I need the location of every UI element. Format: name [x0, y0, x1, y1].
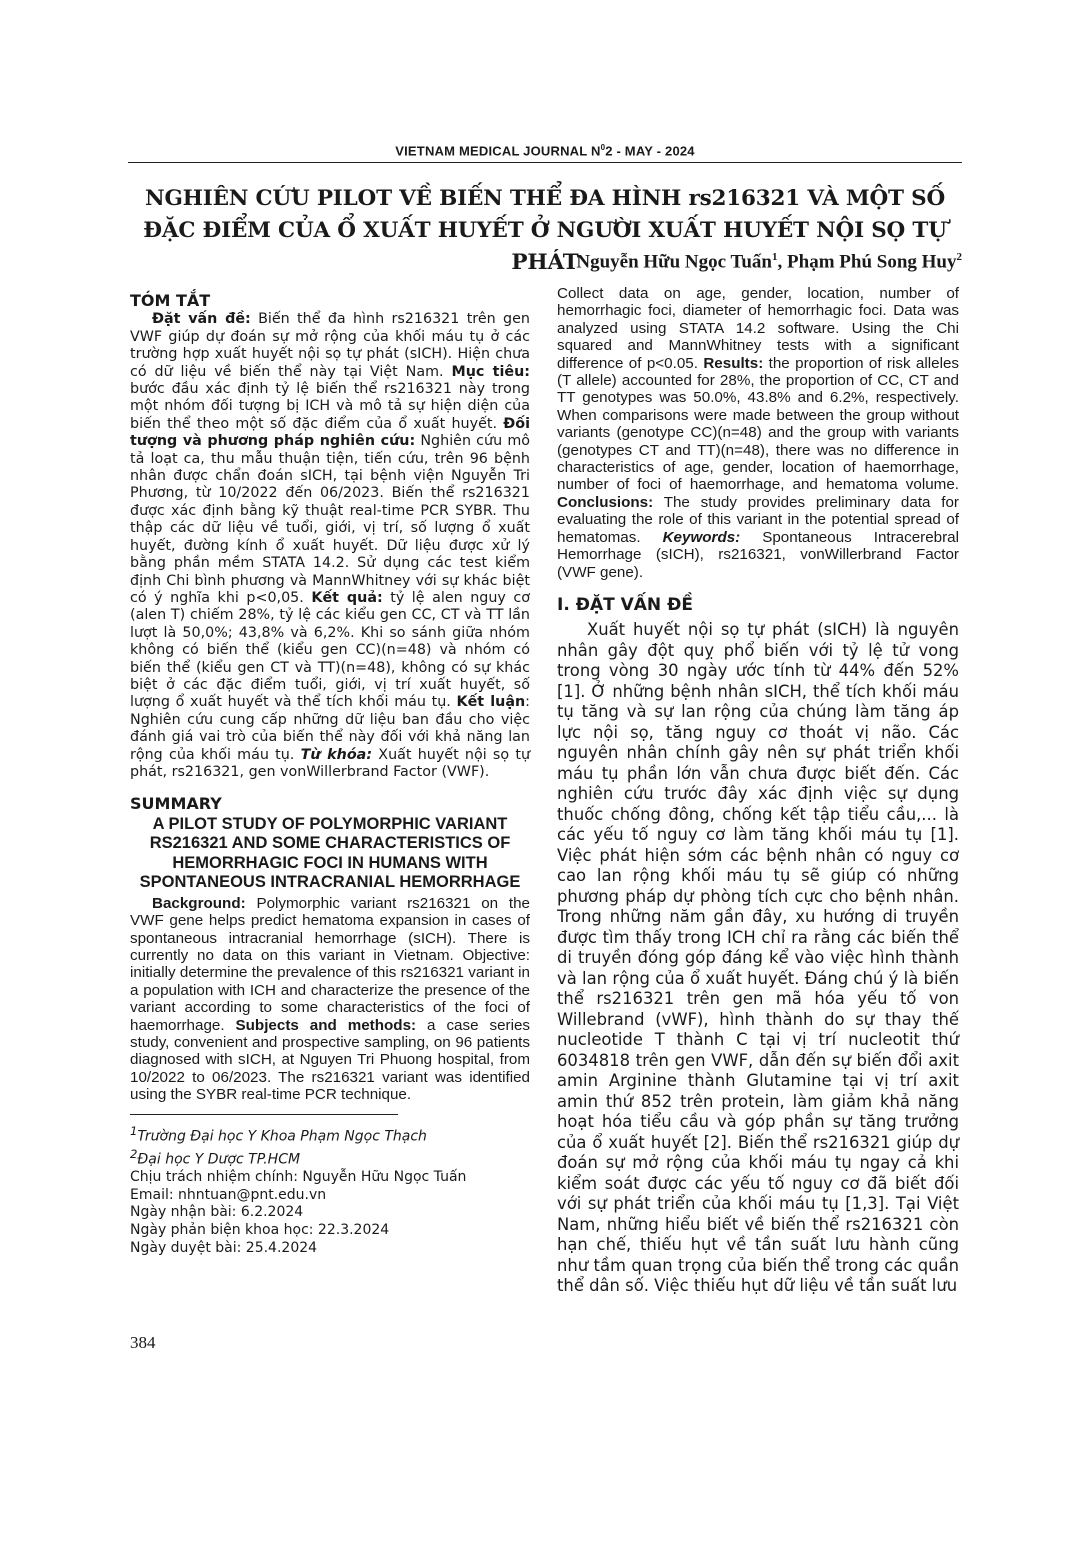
- footnote-rule: [130, 1114, 398, 1115]
- intro-text: Xuất huyết nội sọ tự phát (sICH) là nguyên nhân gây đột quỵ phổ biến với tỷ lệ tử vong trong vòng 30 ngày ước tính từ 44% đến 52% [1]. Ở những bệnh nhân sICH, thể tích khối máu tụ tăng và sự lan rộng của chúng làm tăng áp lực nội sọ, tăng nguy cơ thoát vị não. Các nguyên nhân chính gây nên sự phát triển khối máu tụ phần lớn vẫn chưa được biết đến. Các nghiên cứu trước đây xác định việc sự dụng thuốc chống đông, chống kết tập tiểu cầu,... là các yếu tố nguy cơ làm tăng khối máu tụ [1]. Việc phát hiện sớm các bệnh nhân có nguy cơ cao lan rộng khối máu tụ sẽ giúp có những phương pháp dự phòng tích cực cho bệnh nhân. Trong những năm gần đây, xu hướng di truyền được tìm thấy trong ICH chỉ ra rằng các biến thể di truyền đóng góp đáng kể vào việc hình thành và lan rộng của ổ xuất huyết. Đáng chú ý là biến thể rs216321 trên gen mã hóa yếu tố von Willebrand (vWF), hình thành do sự thay thế nucleotide T thành C tại vị trí nucleotit thứ 6034818 trên gen VWF, dẫn đến sự biến đổi axit amin Arginine thành Glutamine tại vị trí axit amin thứ 852 trên protein, làm giảm khả năng hoạt hóa tiểu cầu và góp phần sự tăng trưởng của ổ xuất huyết [2]. Biến thể rs216321 giúp dự đoán sự mở rộng của khối máu tụ ngay cả khi kiểm soát được các yếu tố nguy cơ đã biết đối với sự phát triển của khối máu tụ [1,3]. Tại Việt Nam, những hiểu biết về biến thể rs216321 còn hạn chế, thiếu hụt về tần suất lưu hành cũng như tầm quan trọng của biến thể trong các quần thể dân số. Việc thiếu hụt dữ liệu về tần suất lưu: [557, 620, 959, 1296]
- abstract-vi-text: Đặt vấn đề: Biến thể đa hình rs216321 trên gen VWF giúp dự đoán sự mở rộng của khối máu tụ ở các trường hợp xuất huyết nội sọ tự phát (sICH). Hiện chưa có dữ liệu về biến thể này tại Việt Nam. Mục tiêu: bước đầu xác định tỷ lệ biến thể rs216321 này trong một nhóm đối tượng bị ICH và mô tả sự hiện diện của biến thể theo một số đặc điểm của ổ xuất huyết. Đối tượng và phương pháp nghiên cứu: Nghiên cứu mô tả loạt ca, thu mẫu thuận tiện, tiến cứu, trên 96 bệnh nhân được chẩn đoán sICH, tại bệnh viện Nguyễn Tri Phương, từ 10/2022 đến 06/2023. Biến thể rs216321 được xác định bằng kỹ thuật real-time PCR SYBR. Thu thập các dữ liệu về tuổi, giới, vị trí, số lượng ổ xuất huyết, đường kính ổ xuất huyết. Dữ liệu được xử lý bằng phần mềm STATA 14.2. Sử dụng các test kiểm định Chi bình phương và MannWhitney với sự khác biệt có ý nghĩa khi p<0,05. Kết quả: tỷ lệ alen nguy cơ (alen T) chiếm 28%, tỷ lệ các kiểu gen CC, CT và TT lần lượt là 50,0%; 43,8% và 6,2%. Khi so sánh giữa nhóm không có biến thể (kiểu gen CC)(n=48) và nhóm có biến thể (kiểu gen CT và TT)(n=48), không có sự khác biệt ở các đặc điểm tuổi, giới, vị trí xuất huyết, số lượng ổ xuất huyết và thể tích khối máu tụ. Kết luận: Nghiên cứu cung cấp những dữ liệu ban đầu cho việc đánh giá vai trò của biến thể này đối với khả năng lan rộng của khối máu tụ. Từ khóa: Xuất huyết nội sọ tự phát, rs216321, gen vonWillerbrand Factor (VWF).: [130, 311, 531, 780]
- summary-heading: SUMMARY: [130, 794, 222, 814]
- summary-text-part-2: Collect data on age, gender, location, number of hemorrhagic foci, diameter of hemorrhagic foci. Data was analyzed using STATA 14.2 software. Using the Chi squared and MannWhitney tests with a significant difference of p<0.05. Results: the proportion of risk alleles (T allele) accounted for 28%, the proportion of CC, CT and TT genotypes was 50.0%, 43.8% and 6.2%, respectively. When comparisons were made between the group without variants (genotype CC)(n=48) and the group with variants (genotypes CT and TT)(n=48), there was no difference in characteristics of age, gender, location of haemorrhage, number of foci of haemorrhage, and hematoma volume. Conclusions: The study provides preliminary data for evaluating the role of this variant in the potential spread of hematomas. Keywords: Spontaneous Intracerebral Hemorrhage (sICH), rs216321, vonWillerbrand Factor (VWF gene).: [557, 285, 960, 581]
- footnote-received-date: Ngày nhận bài: 6.2.2024: [130, 1204, 304, 1221]
- intro-heading: I. ĐẶT VẤN ĐỀ: [557, 594, 693, 615]
- footnote-accepted-date: Ngày duyệt bài: 25.4.2024: [130, 1239, 318, 1256]
- title-line-2: ĐẶC ĐIỂM CỦA Ổ XUẤT HUYẾT Ở NGƯỜI XUẤT HUYẾT NỘI SỌ TỰ PHÁT: [143, 218, 947, 275]
- footnote-affiliation-2: $^2$Đại học Y Dược TP.HCM: [130, 1146, 301, 1168]
- footnote-review-date: Ngày phản biện khoa học: 22.3.2024: [130, 1221, 390, 1238]
- title-line-1: NGHIÊN CỨU PILOT VỀ BIẾN THỂ ĐA HÌNH rs216321 VÀ MỘT SỐ: [145, 186, 945, 211]
- page-number: 384: [130, 1333, 156, 1352]
- left-column: [130, 292, 530, 1257]
- header-rule: [128, 162, 962, 163]
- footnote-corresponding-author: Chịu trách nhiệm chính: Nguyễn Hữu Ngọc Tuấn: [130, 1169, 467, 1186]
- summary-title: A PILOT STUDY OF POLYMORPHIC VARIANT RS216321 AND SOME CHARACTERISTICS OF HEMORRHAGIC FOCI IN HUMANS WITH SPONTANEOUS INTRACRANIAL HEMORRHAGE: [139, 814, 521, 892]
- summary-text-part-1: Background: Polymorphic variant rs216321 on the VWF gene helps predict hematoma expansion in cases of spontaneous intracranial hemorrhage (sICH). There is currently no data on this variant in Vietnam. Objective: initially determine the prevalence of this rs216321 variant in a population with ICH and characterize the presence of the variant according to some characteristics of the foci of haemorrhage. Subjects and methods: a case series study, convenient and prospective sampling, on 96 patients diagnosed with sICH, at Nguyen Tri Phuong hospital, from 10/2022 to 06/2023. The rs216321 variant was identified using the SYBR real-time PCR technique.: [130, 894, 530, 1104]
- journal-header: VIETNAM MEDICAL JOURNAL $N^02$ - MAY - 2024: [395, 143, 695, 159]
- footnote-email: Email: nhntuan@pnt.edu.vn: [130, 1186, 327, 1203]
- right-column: [557, 285, 959, 1297]
- abstract-heading: TÓM TẮT: [130, 291, 211, 310]
- footnote-affiliation-1: $^1$Trường Đại học Y Khoa Phạm Ngọc Thạch: [130, 1123, 427, 1145]
- author-list: Nguyễn Hữu Ngọc Tuấn$^1$, Phạm Phú Song Huy$^2$: [576, 251, 962, 273]
- footnotes: [130, 1123, 530, 1257]
